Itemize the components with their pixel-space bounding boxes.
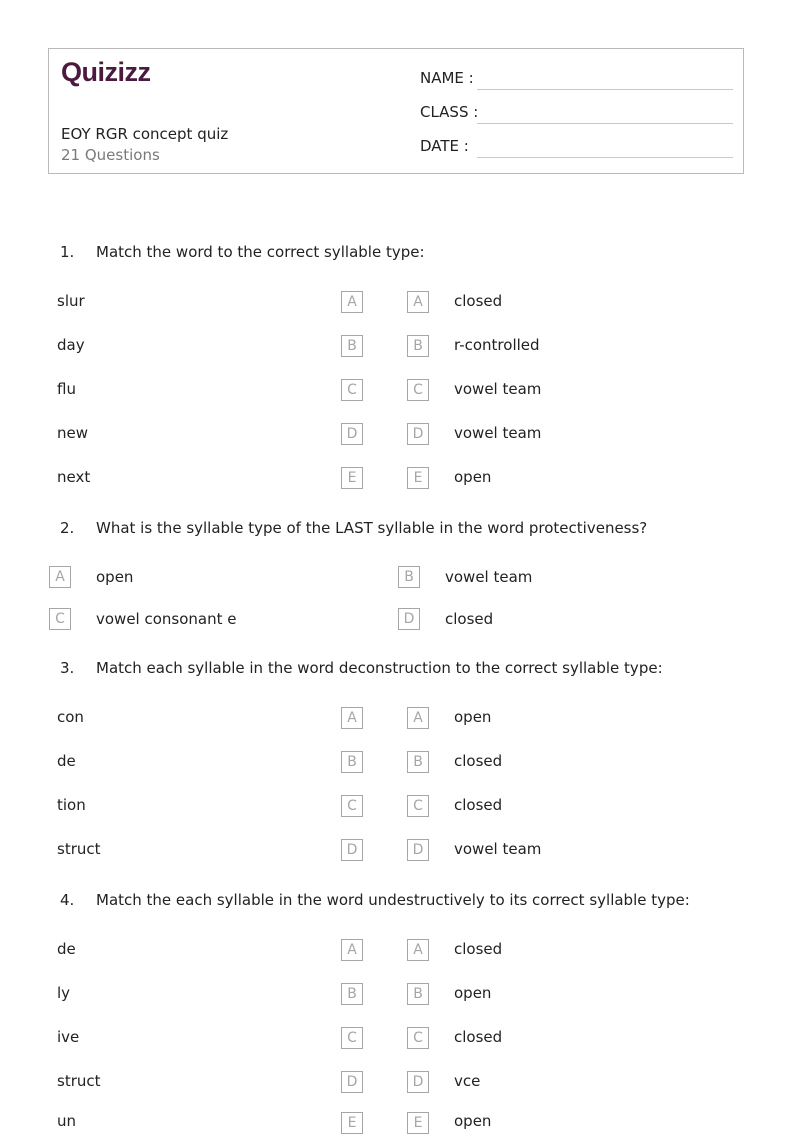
option-letter-box: B	[407, 983, 429, 1005]
answer-box[interactable]: E	[341, 1112, 363, 1134]
match-right-item: closed	[454, 292, 503, 310]
name-label: NAME :	[420, 69, 474, 87]
option-letter-box: E	[407, 467, 429, 489]
answer-box[interactable]: B	[341, 751, 363, 773]
option-d-text: closed	[445, 610, 494, 628]
match-right-item: r-controlled	[454, 336, 540, 354]
class-label: CLASS :	[420, 103, 479, 121]
option-a-text: open	[96, 568, 134, 586]
match-right-item: vowel team	[454, 380, 542, 398]
quizizz-logo: Quizizz	[61, 57, 151, 87]
match-left-item: ive	[57, 1028, 80, 1046]
answer-box[interactable]: A	[341, 707, 363, 729]
option-letter-box: D	[407, 839, 429, 861]
question-number: 3.	[60, 659, 75, 677]
answer-box[interactable]: D	[341, 1071, 363, 1093]
answer-box[interactable]: B	[341, 335, 363, 357]
match-right-item: open	[454, 1112, 492, 1130]
match-left-item: struct	[57, 1072, 101, 1090]
match-left-item: de	[57, 940, 76, 958]
match-left-item: struct	[57, 840, 101, 858]
question-number: 2.	[60, 519, 75, 537]
match-left-item: con	[57, 708, 84, 726]
question-number: 1.	[60, 243, 75, 261]
class-line	[477, 123, 733, 124]
question-number: 4.	[60, 891, 75, 909]
option-letter-box: A	[407, 291, 429, 313]
match-left-item: ly	[57, 984, 71, 1002]
answer-box[interactable]: E	[341, 467, 363, 489]
date-line	[477, 157, 733, 158]
option-d-box[interactable]: D	[398, 608, 420, 630]
match-right-item: open	[454, 984, 492, 1002]
answer-box[interactable]: A	[341, 939, 363, 961]
match-right-item: closed	[454, 752, 503, 770]
match-left-item: next	[57, 468, 91, 486]
option-b-box[interactable]: B	[398, 566, 420, 588]
question-text: Match each syllable in the word deconstruction to the correct syllable type:	[96, 659, 663, 677]
match-left-item: un	[57, 1112, 77, 1130]
answer-box[interactable]: D	[341, 423, 363, 445]
answer-box[interactable]: B	[341, 983, 363, 1005]
match-left-item: de	[57, 752, 76, 770]
option-letter-box: A	[407, 707, 429, 729]
match-left-item: tion	[57, 796, 86, 814]
question-count: 21 Questions	[61, 146, 160, 164]
answer-box[interactable]: A	[341, 291, 363, 313]
option-letter-box: C	[407, 1027, 429, 1049]
match-right-item: vce	[454, 1072, 481, 1090]
option-letter-box: D	[407, 1071, 429, 1093]
option-b-text: vowel team	[445, 568, 533, 586]
quiz-title: EOY RGR concept quiz	[61, 125, 229, 143]
match-right-item: closed	[454, 1028, 503, 1046]
answer-box[interactable]: C	[341, 795, 363, 817]
option-letter-box: C	[407, 795, 429, 817]
match-left-item: flu	[57, 380, 76, 398]
match-right-item: closed	[454, 796, 503, 814]
option-letter-box: C	[407, 379, 429, 401]
match-left-item: day	[57, 336, 85, 354]
question-text: Match the each syllable in the word undestructively to its correct syllable type:	[96, 891, 690, 909]
answer-box[interactable]: C	[341, 379, 363, 401]
question-text: What is the syllable type of the LAST syllable in the word protectiveness?	[96, 519, 648, 537]
question-text: Match the word to the correct syllable type:	[96, 243, 425, 261]
match-right-item: open	[454, 468, 492, 486]
option-letter-box: D	[407, 423, 429, 445]
option-letter-box: B	[407, 335, 429, 357]
worksheet-header	[48, 48, 744, 174]
match-right-item: vowel team	[454, 840, 542, 858]
option-c-box[interactable]: C	[49, 608, 71, 630]
match-left-item: new	[57, 424, 89, 442]
match-right-item: open	[454, 708, 492, 726]
match-left-item: slur	[57, 292, 85, 310]
option-a-box[interactable]: A	[49, 566, 71, 588]
match-right-item: vowel team	[454, 424, 542, 442]
date-label: DATE :	[420, 137, 469, 155]
option-c-text: vowel consonant e	[96, 610, 237, 628]
answer-box[interactable]: C	[341, 1027, 363, 1049]
option-letter-box: A	[407, 939, 429, 961]
answer-box[interactable]: D	[341, 839, 363, 861]
option-letter-box: E	[407, 1112, 429, 1134]
name-line	[477, 89, 733, 90]
option-letter-box: B	[407, 751, 429, 773]
match-right-item: closed	[454, 940, 503, 958]
